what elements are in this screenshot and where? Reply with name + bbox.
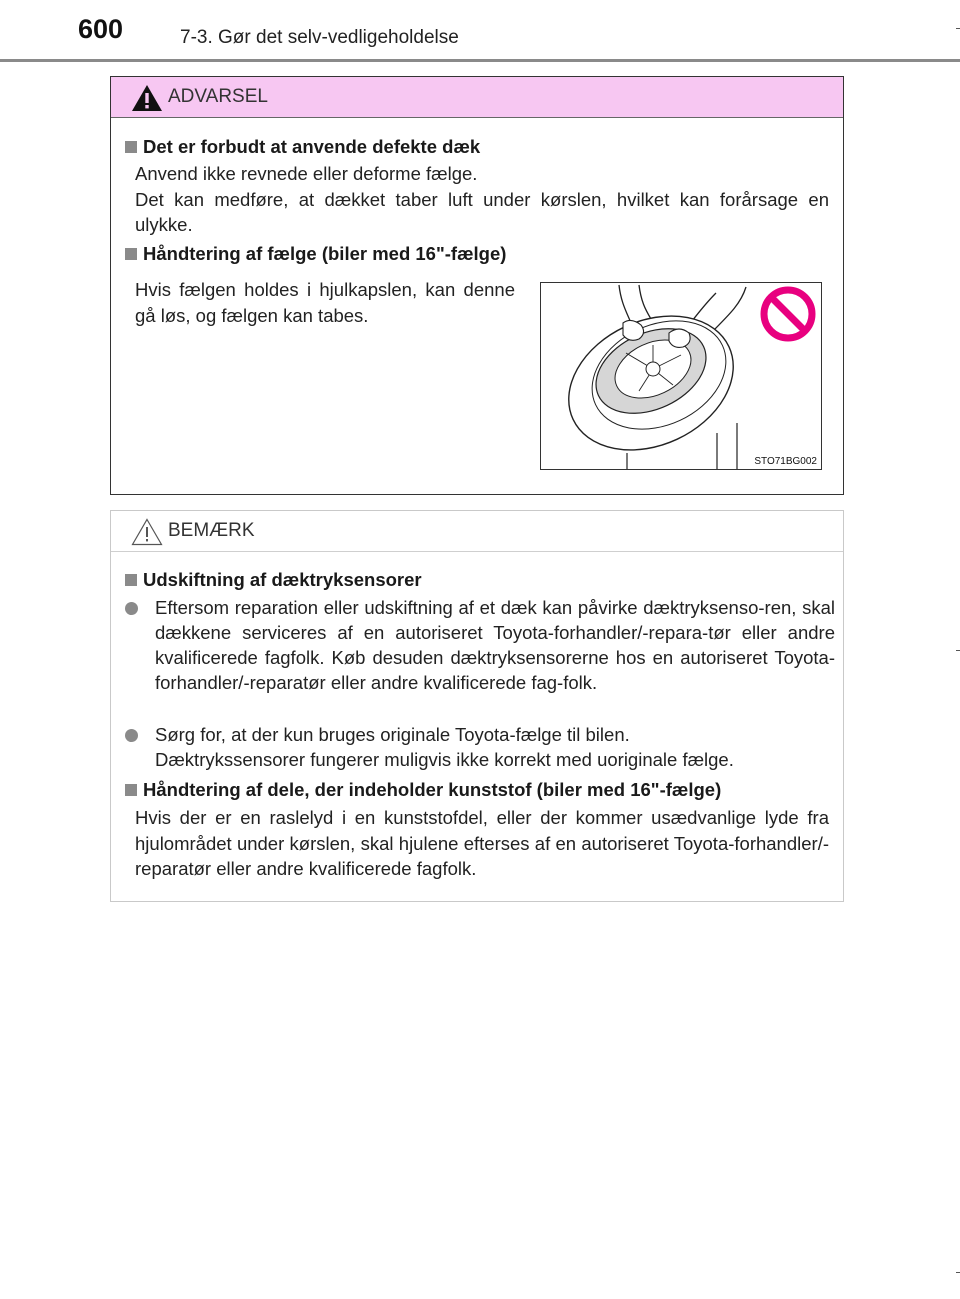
circle-bullet-icon (125, 729, 138, 742)
warning-section1-text: Anvend ikke revnede eller deforme fælge. Det kan medføre, at dækket taber luft under kørslen, hvilket kan forårsage en ulykke. (135, 163, 829, 235)
square-bullet-icon (125, 784, 137, 796)
circle-bullet-icon (125, 602, 138, 615)
note-section2-text: Hvis der er en raslelyd i en kunststofdel, eller der kommer usædvanlige lyde fra hjulområdet under kørslen, skal hjulene efterses af en autoriseret Toyota-forhandler/-reparatør eller andre kvalificerede fagfolk. (135, 807, 829, 879)
square-bullet-icon (125, 248, 137, 260)
note-title: BEMÆRK (168, 520, 255, 541)
note-box (110, 510, 844, 902)
prohibited-icon (759, 285, 817, 343)
warning-section1-heading: Det er forbudt at anvende defekte dæk (125, 136, 480, 158)
wheel-illustration (540, 282, 822, 470)
crop-mark-bottom (956, 1272, 960, 1273)
header-rule (0, 59, 960, 62)
section-title: 7-3. Gør det selv-vedligeholdelse (180, 27, 459, 48)
page-number: 600 (78, 14, 124, 44)
crop-mark-middle (956, 650, 960, 651)
warning-section2-heading: Håndtering af fælge (biler med 16"-fælge) (125, 243, 506, 265)
note-bullet-1: Eftersom reparation eller udskiftning af et dæk kan påvirke dæktryksenso-ren, skal dækkene serviceres af en autoriseret Toyota-forhandler/-repara-tør eller andre kvalificerede fagfolk. Køb desuden dæktryksensorerne hos en autoriseret Toyota-forhandler/-reparatør eller andre kvalificerede fag-folk. (155, 597, 835, 693)
note-section2-heading: Håndtering af dele, der indeholder kunststof (biler med 16"-fælge) (125, 779, 721, 801)
caution-triangle-icon (131, 518, 163, 546)
warning-header (111, 77, 843, 118)
warning-triangle-icon (131, 84, 163, 112)
note-section1-heading: Udskiftning af dæktryksensorer (125, 569, 422, 591)
warning-box (110, 76, 844, 495)
warning-title: ADVARSEL (168, 86, 268, 107)
warning-section2-text: Hvis fælgen holdes i hjulkapslen, kan denne gå løs, og fælgen kan tabes. (135, 279, 515, 326)
crop-mark-top (956, 28, 960, 29)
figure-code: STO71BG002 (754, 456, 817, 467)
note-header (111, 511, 843, 552)
square-bullet-icon (125, 141, 137, 153)
square-bullet-icon (125, 574, 137, 586)
note-bullet-2: Sørg for, at der kun bruges originale Toyota-fælge til bilen. Dæktrykssensorer fungerer muligvis ikke korrekt med uoriginale fælge. (155, 724, 734, 770)
